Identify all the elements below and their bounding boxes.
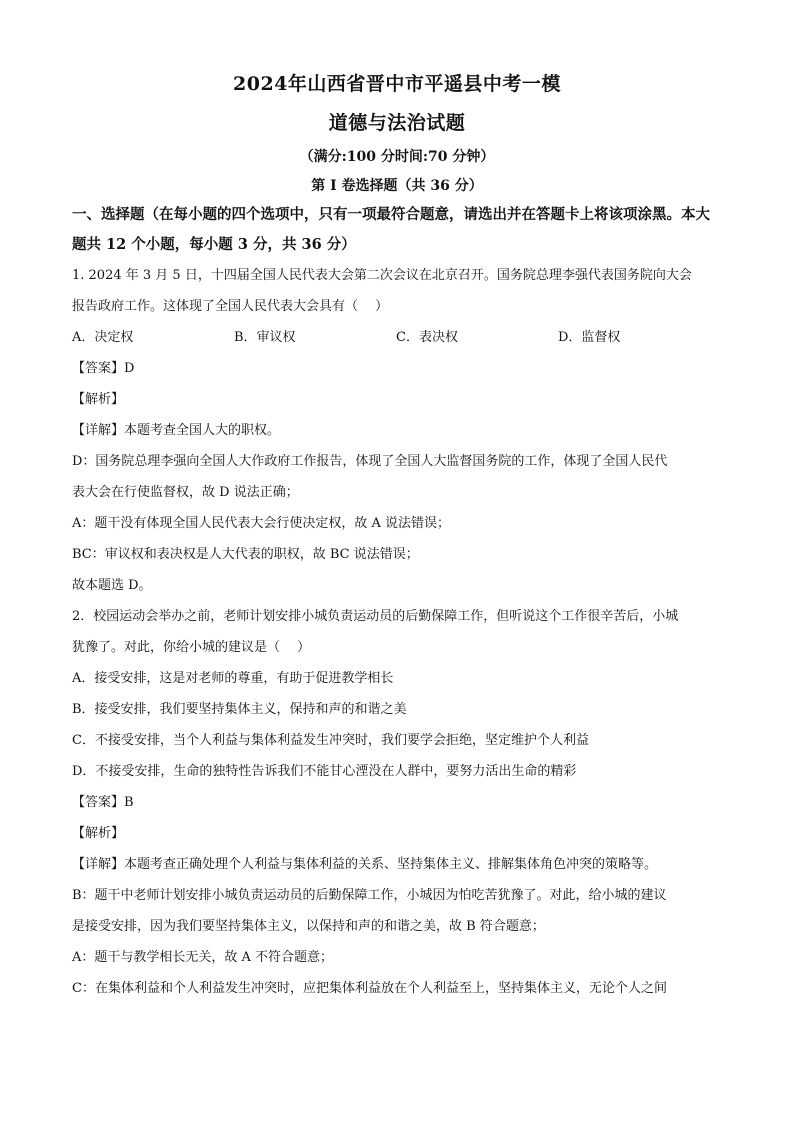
explanation-line: A：题干没有体现全国人民代表大会行使决定权，故 A 说法错误； [72,516,451,531]
option-row [72,322,722,353]
question-1 [72,260,722,601]
section-instructions: 一、选择题（在每小题的四个选项中，只有一项最符合题意，请选出并在答题卡上将该项涂黑。本大题共 12 个小题，每小题 3 分，共 36 分） [72,206,710,253]
document-page [72,70,722,1004]
exam-title: 2024年山西省晋中市平遥县中考一模 [233,73,561,95]
option-c: C．不接受安排，当个人利益与集体利益发生冲突时，我们要学会拒绝，坚定维护个人利益 [72,733,589,748]
explanation-line: 是接受安排，因为我们要坚持集体主义，以保持和声的和谐之美，故 B 符合题意； [72,919,545,934]
option-a: A．决定权 [72,330,134,345]
explanation-line: 表大会在行使监督权，故 D 说法正确； [72,485,299,500]
question-2 [72,601,722,1004]
explanation-line: A：题干与教学相长无关，故 A 不符合题意； [72,950,334,965]
answer-label: 【答案】B [72,795,134,810]
option-d: D．监督权 [558,330,621,345]
question-stem-line: 报告政府工作。这体现了全国人民代表大会具有（ ） [72,299,389,314]
analysis-label: 【解析】 [72,392,125,407]
question-stem-line: 1. 2024 年 3 月 5 日，十四届全国人民代表大会第二次会议在北京召开。国务院总理李强代表国务院向大会 [72,268,692,283]
option-a: A．接受安排，这是对老师的尊重，有助于促进教学相长 [72,671,394,686]
explanation-line: D：国务院总理李强向全国人大作政府工作报告，体现了全国人大监督国务院的工作，体现了全国人民代 [72,454,668,469]
section-heading: 第 I 卷选择题（共 36 分） [311,178,483,194]
analysis-label: 【解析】 [72,826,125,841]
explanation-line: BC：审议权和表决权是人大代表的职权，故 BC 说法错误； [72,547,419,562]
explanation-line: B：题干中老师计划安排小城负责运动员的后勤保障工作，小城因为怕吃苦犹豫了。对此，给小城的建议 [72,888,667,903]
exam-subject: 道德与法治试题 [328,112,466,134]
question-stem-line: 犹豫了。对此，你给小城的建议是（ ） [72,640,311,655]
conclusion-line: 故本题选 D。 [72,578,152,593]
option-d: D．不接受安排，生命的独特性告诉我们不能甘心湮没在人群中，要努力活出生命的精彩 [72,764,577,779]
option-b: B．审议权 [234,330,296,345]
detail-text: 【详解】本题考查全国人大的职权。 [72,423,281,438]
explanation-line: C：在集体利益和个人利益发生冲突时，应把集体利益放在个人利益至上，坚持集体主义，无论个人之间 [72,981,667,996]
option-b: B．接受安排，我们要坚持集体主义，保持和声的和谐之美 [72,702,407,717]
answer-label: 【答案】D [72,361,135,376]
exam-info: （满分:100 分时间:70 分钟） [299,149,495,165]
detail-text: 【详解】本题考查正确处理个人利益与集体利益的关系、坚持集体主义、排解集体角色冲突的策略等。 [72,857,658,872]
option-c: C．表决权 [396,330,458,345]
question-stem-line: 2．校园运动会举办之前，老师计划安排小城负责运动员的后勤保障工作，但听说这个工作很辛苦后，小城 [72,609,679,624]
